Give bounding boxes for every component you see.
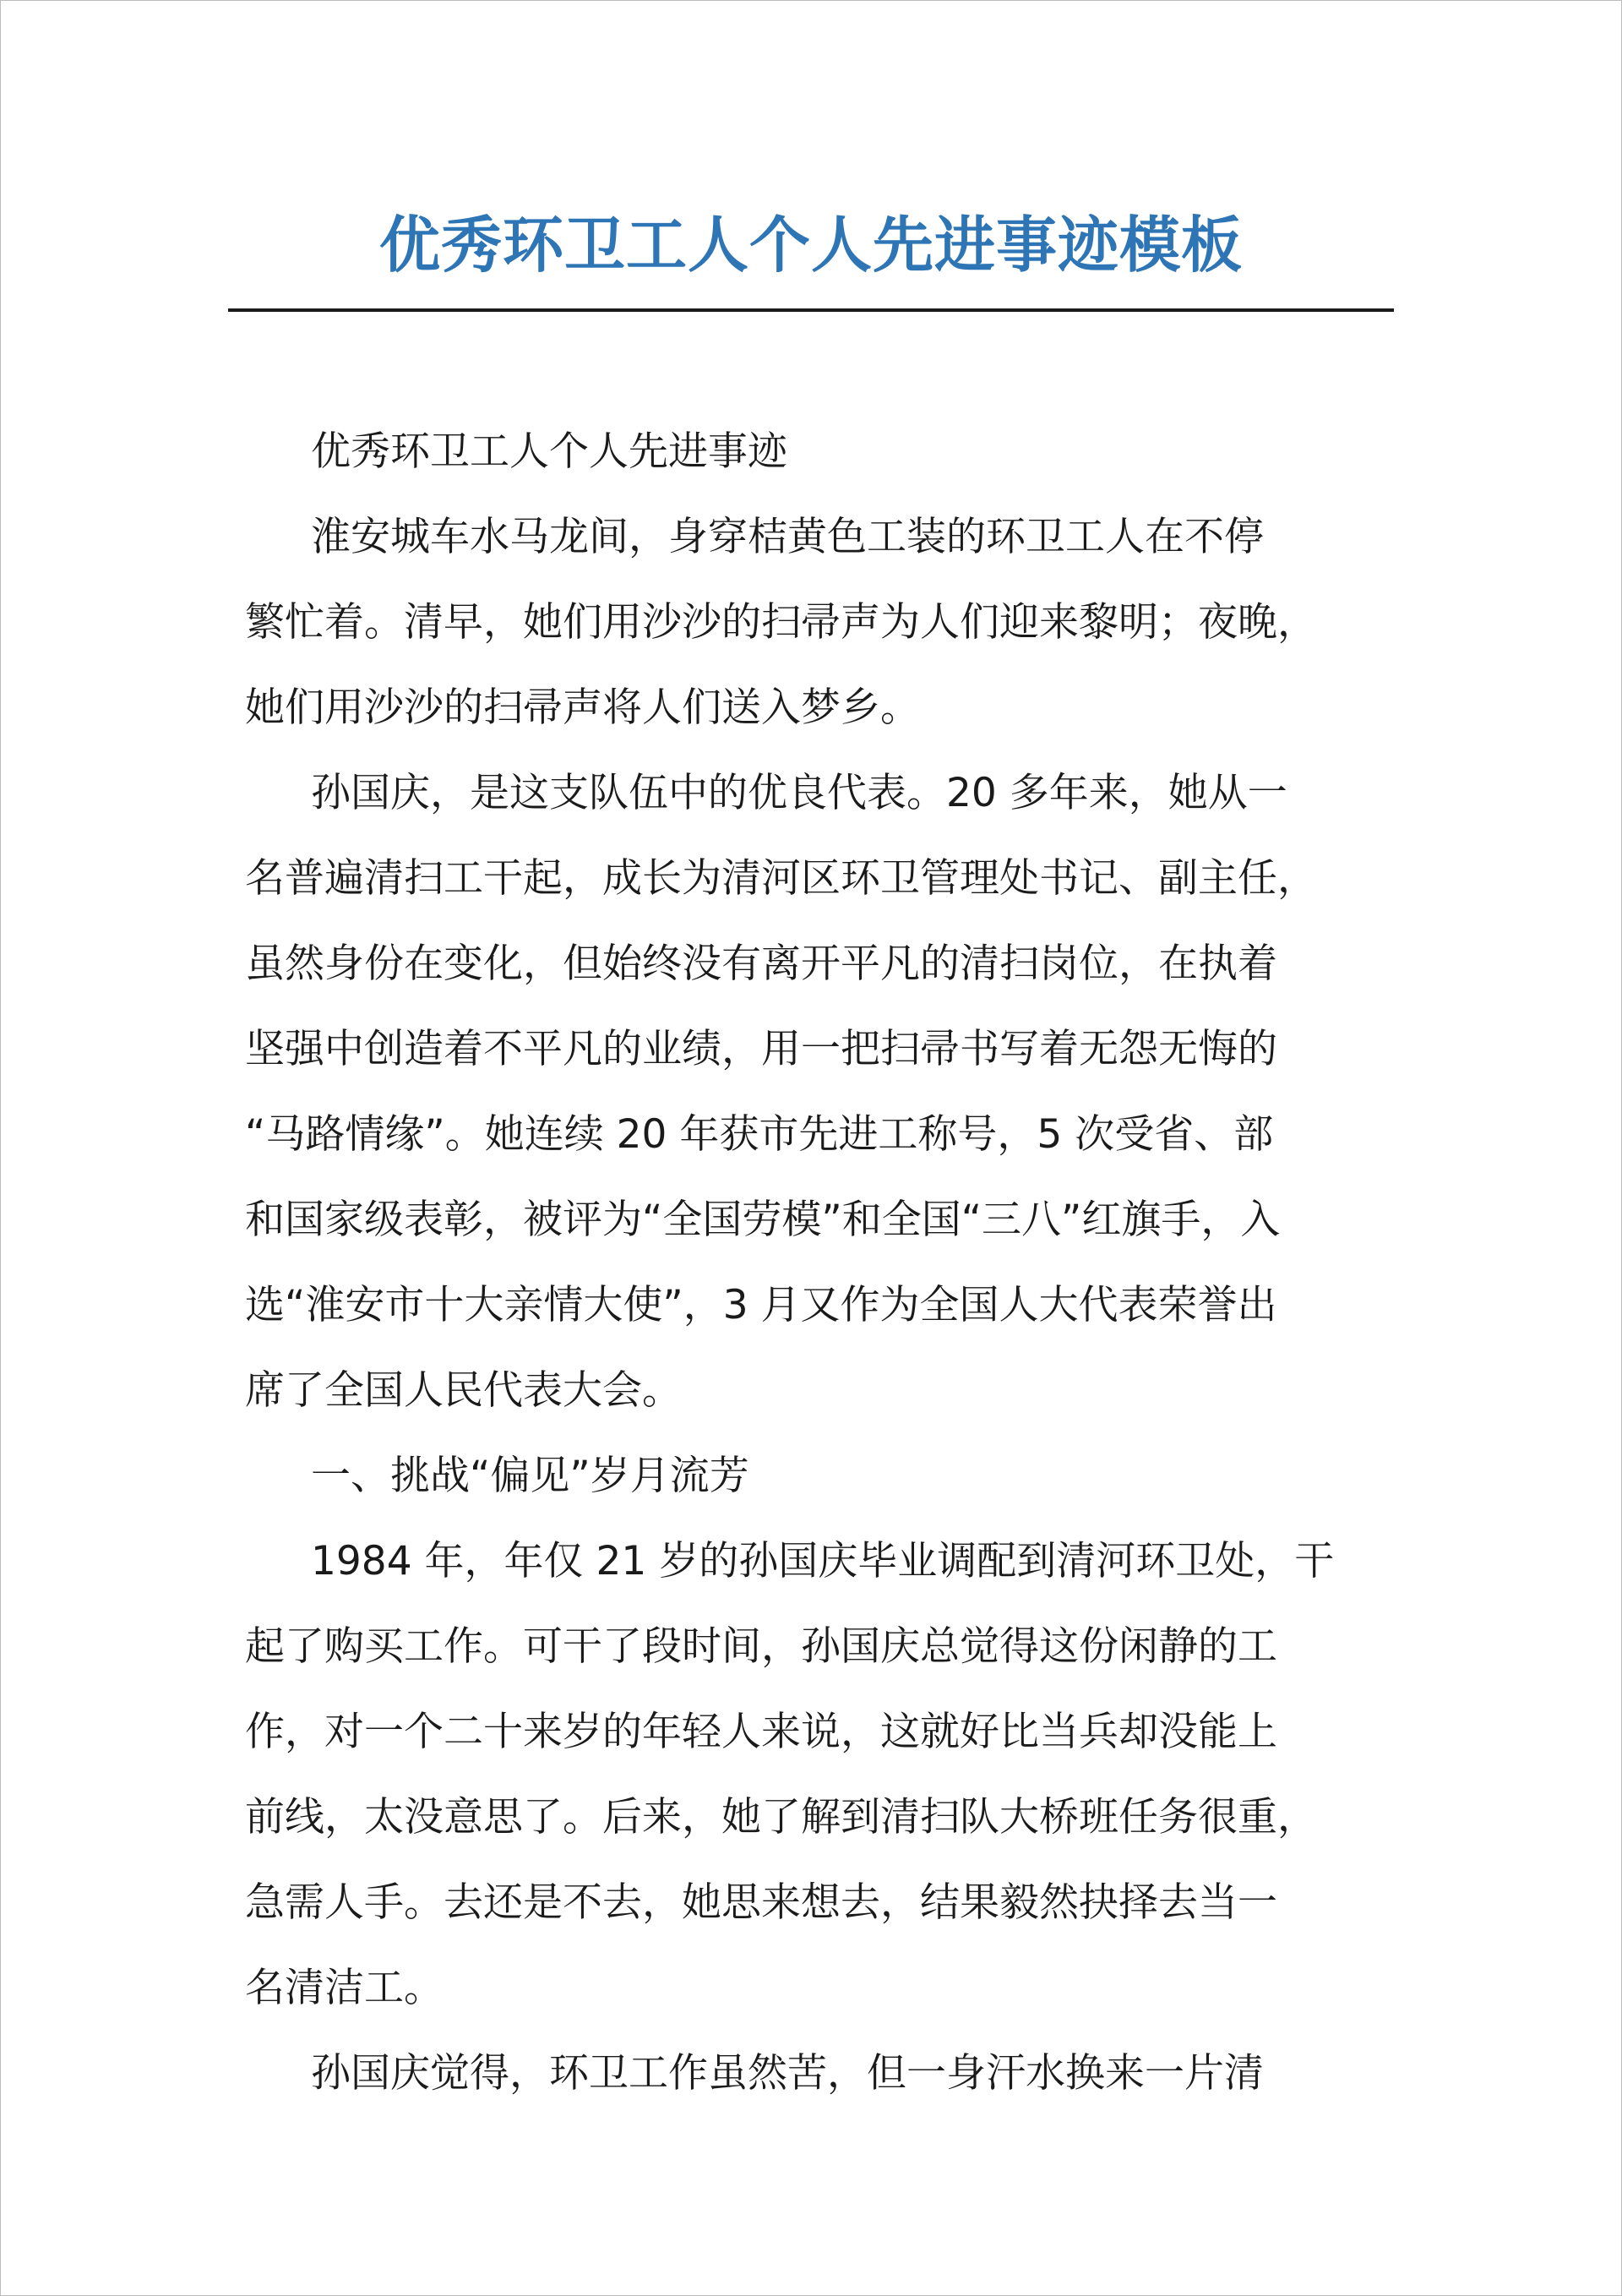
paragraph-line: 繁忙着。清早，她们用沙沙的扫帚声为人们迎来黎明；夜晚， [245,599,1317,646]
paragraph-line: 起了购买工作。可干了段时间，孙国庆总觉得这份闲静的工 [245,1623,1277,1670]
paragraph-line: 孙国庆觉得，环卫工作虽然苦，但一身汗水换来一片清 [311,2050,1264,2097]
paragraph-line: 作，对一个二十来岁的年轻人来说，这就好比当兵却没能上 [245,1709,1277,1755]
paragraph-line: 选“淮安市十大亲情大使”，3 月又作为全国人大代表荣誉出 [245,1282,1277,1328]
paragraph-line: 优秀环卫工人个人先进事迹 [311,428,787,475]
paragraph-line: 她们用沙沙的扫帚声将人们送入梦乡。 [245,684,920,731]
paragraph-line: 名清洁工。 [245,1965,444,2011]
paragraph-line: 坚强中创造着不平凡的业绩，用一把扫帚书写着无怨无悔的 [245,1026,1277,1072]
section-heading: 一、挑战“偏见”岁月流芳 [311,1453,749,1499]
paragraph-line: 虽然身份在变化，但始终没有离开平凡的清扫岗位，在执着 [245,941,1277,987]
document-body [245,409,1381,2116]
paragraph-line: 急需人手。去还是不去，她思来想去，结果毅然抉择去当一 [245,1879,1277,1926]
paragraph-line: 和国家级表彰，被评为“全国劳模”和全国“三八”红旗手，入 [245,1197,1281,1243]
paragraph-line: 1984 年，年仅 21 岁的孙国庆毕业调配到清河环卫处，干 [311,1538,1335,1584]
paragraph-line: 席了全国人民代表大会。 [245,1367,682,1414]
document-title: 优秀环卫工人个人先进事迹模板 [378,209,1243,281]
paragraph-line: 淮安城车水马龙间，身穿桔黄色工装的环卫工人在不停 [311,514,1264,560]
paragraph-line: “马路情缘”。她连续 20 年获市先进工称号，5 次受省、部 [245,1111,1274,1158]
paragraph-line: 孙国庆，是这支队伍中的优良代表。20 多年来，她从一 [311,770,1287,816]
paragraph-line: 名普遍清扫工干起，成长为清河区环卫管理处书记、副主任， [245,855,1317,902]
paragraph-line: 前线，太没意思了。后来，她了解到清扫队大桥班任务很重， [245,1794,1317,1841]
title-underline [228,308,1394,312]
